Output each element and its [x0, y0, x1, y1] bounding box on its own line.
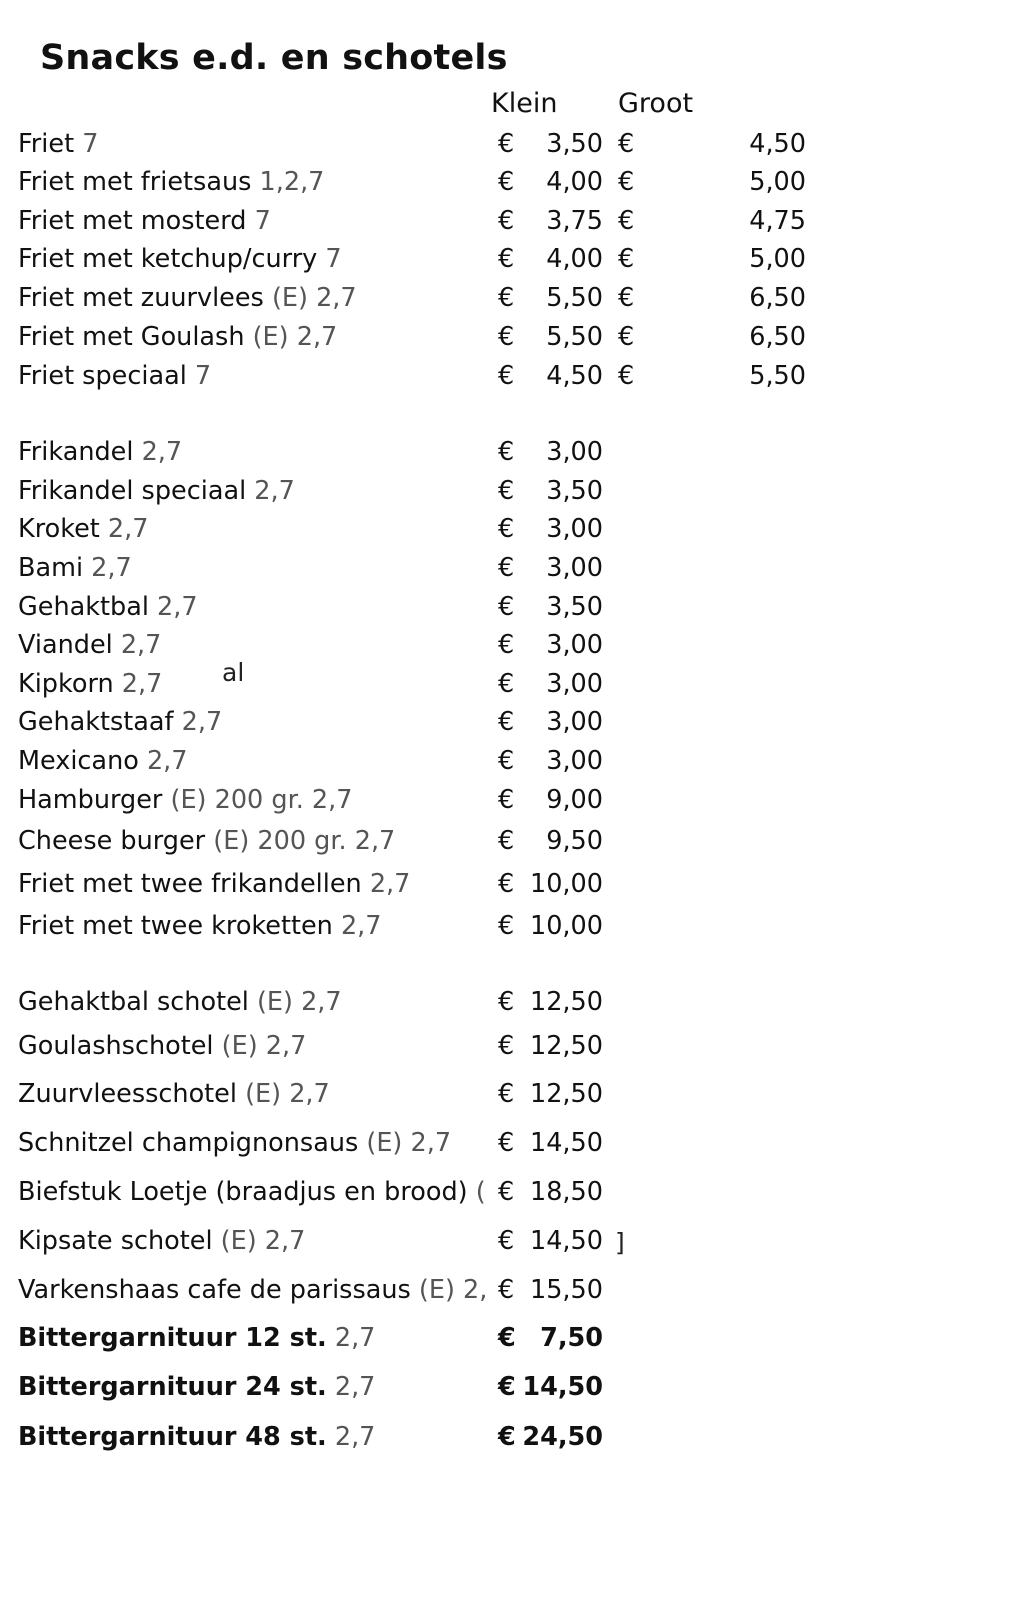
- menu-item-label: [18, 204, 271, 238]
- menu-item-allergens: (E) 2,7: [221, 1031, 307, 1061]
- menu-item-label: [18, 512, 148, 546]
- menu-item-allergens: (E) 2,7: [366, 1128, 452, 1158]
- currency-symbol: €: [498, 361, 515, 391]
- price-klein: 3,50: [546, 129, 603, 159]
- currency-symbol: €: [498, 869, 515, 899]
- menu-item-allergens: (E) 2,7: [245, 1079, 330, 1109]
- menu-item-label: [18, 1077, 330, 1111]
- menu-item-label: [18, 1273, 487, 1307]
- menu-item-label: [18, 242, 342, 276]
- price-klein: 3,00: [546, 514, 603, 544]
- price-klein: 3,00: [546, 437, 603, 467]
- currency-symbol: €: [498, 283, 515, 313]
- menu-item-name: Friet met mosterd: [18, 206, 247, 236]
- menu-item-name: Bittergarnituur 12 st.: [18, 1323, 327, 1353]
- menu-item-allergens: 2,7: [141, 437, 183, 467]
- menu-item-allergens: (E) 2,7: [271, 283, 357, 313]
- currency-symbol: €: [618, 167, 635, 197]
- menu-item-label: [18, 320, 337, 354]
- price-klein: 9,50: [546, 826, 603, 856]
- menu-item-name: Frikandel speciaal: [18, 476, 247, 506]
- stray-bracket: ]: [615, 1228, 625, 1257]
- menu-item-name: Bami: [18, 553, 84, 583]
- currency-symbol: €: [498, 322, 515, 352]
- menu-item-label: [18, 744, 188, 778]
- menu-item-name: Varkenshaas cafe de parissaus: [18, 1275, 411, 1305]
- price-klein: 10,00: [529, 911, 603, 941]
- currency-symbol: €: [498, 826, 515, 856]
- price-groot: 6,50: [749, 322, 806, 352]
- currency-symbol: €: [498, 553, 515, 583]
- price-klein: 12,50: [529, 987, 603, 1017]
- menu-item-label: [18, 783, 353, 817]
- menu-item-name: Friet met frietsaus: [18, 167, 252, 197]
- price-klein: 3,00: [546, 746, 603, 776]
- menu-item-allergens: (: [475, 1177, 486, 1207]
- currency-symbol: €: [498, 987, 515, 1017]
- menu-item-label: [18, 435, 182, 469]
- menu-item-allergens: 2,7: [334, 1372, 376, 1402]
- currency-symbol: €: [498, 669, 515, 699]
- menu-item-name: Cheese burger: [18, 826, 206, 856]
- currency-symbol: €: [498, 514, 515, 544]
- menu-item-name: Kroket: [18, 514, 100, 544]
- menu-item-allergens: 2,7: [334, 1422, 376, 1452]
- menu-item-allergens: 2,7: [121, 669, 163, 699]
- currency-symbol: €: [618, 129, 635, 159]
- menu-item-name: Goulashschotel: [18, 1031, 214, 1061]
- menu-item-allergens: (E) 200 gr. 2,7: [213, 826, 396, 856]
- menu-item-allergens: 1,2,7: [259, 167, 325, 197]
- menu-item-name: Kipsate schotel: [18, 1226, 213, 1256]
- menu-item-allergens: 2,7: [340, 911, 382, 941]
- menu-item-allergens: 2,7: [107, 514, 149, 544]
- price-klein: 5,50: [546, 283, 603, 313]
- price-klein: 3,75: [546, 206, 603, 236]
- menu-item-label: [18, 1420, 375, 1454]
- price-groot: 5,00: [749, 167, 806, 197]
- currency-symbol: €: [498, 206, 515, 236]
- menu-item-label: [18, 824, 395, 858]
- menu-item-label: [18, 705, 222, 739]
- menu-item-allergens: (E) 200 gr. 2,7: [170, 785, 353, 815]
- price-klein: 3,00: [546, 669, 603, 699]
- menu-item-name: Friet: [18, 129, 75, 159]
- currency-symbol: €: [618, 283, 635, 313]
- price-klein: 4,00: [546, 167, 603, 197]
- menu-item-label: [18, 1029, 306, 1063]
- menu-item-allergens: (E) 2,7: [252, 322, 338, 352]
- menu-item-label: [18, 474, 295, 508]
- price-klein: 3,50: [546, 592, 603, 622]
- menu-item-allergens: (E) 2,7: [220, 1226, 306, 1256]
- price-klein: 14,50: [522, 1372, 603, 1402]
- price-klein: 12,50: [529, 1031, 603, 1061]
- currency-symbol: €: [498, 785, 515, 815]
- menu-item-name: Friet met zuurvlees: [18, 283, 264, 313]
- currency-symbol: €: [498, 746, 515, 776]
- price-groot: 5,50: [749, 361, 806, 391]
- price-klein: 4,00: [546, 244, 603, 274]
- menu-item-label: [18, 1126, 451, 1160]
- menu-item-label: [18, 909, 382, 943]
- currency-symbol: €: [498, 167, 515, 197]
- currency-symbol: €: [498, 1128, 515, 1158]
- currency-symbol: €: [498, 1422, 516, 1452]
- currency-symbol: €: [498, 437, 515, 467]
- currency-symbol: €: [498, 707, 515, 737]
- menu-item-label: [18, 1321, 375, 1355]
- menu-item-name: Friet speciaal: [18, 361, 187, 391]
- menu-item-label: [18, 985, 342, 1019]
- price-klein: 10,00: [529, 869, 603, 899]
- price-klein: 15,50: [529, 1275, 603, 1305]
- menu-item-label: [18, 359, 211, 393]
- currency-symbol: €: [498, 630, 515, 660]
- menu-item-allergens: 2,7: [120, 630, 162, 660]
- menu-item-label: [18, 281, 357, 315]
- price-klein: 18,50: [529, 1177, 603, 1207]
- currency-symbol: €: [618, 322, 635, 352]
- stray-text-al: al: [222, 658, 245, 687]
- currency-symbol: €: [618, 206, 635, 236]
- header-groot: Groot: [618, 88, 694, 119]
- currency-symbol: €: [498, 911, 515, 941]
- menu-item-name: Bittergarnituur 24 st.: [18, 1372, 327, 1402]
- price-klein: 14,50: [529, 1226, 603, 1256]
- price-groot: 4,50: [749, 129, 806, 159]
- menu-item-allergens: (E) 2,: [418, 1275, 488, 1305]
- price-klein: 14,50: [529, 1128, 603, 1158]
- menu-item-label: [18, 628, 161, 662]
- currency-symbol: €: [498, 1177, 515, 1207]
- menu-item-label: [18, 127, 98, 161]
- currency-symbol: €: [498, 592, 515, 622]
- currency-symbol: €: [498, 1323, 516, 1353]
- menu-item-label: [18, 1370, 375, 1404]
- page-title: Snacks e.d. en schotels: [40, 38, 508, 78]
- menu-item-allergens: 2,7: [369, 869, 411, 899]
- price-klein: 3,00: [546, 707, 603, 737]
- menu-item-name: Schnitzel champignonsaus: [18, 1128, 359, 1158]
- menu-item-name: Hamburger: [18, 785, 163, 815]
- menu-item-allergens: 2,7: [181, 707, 223, 737]
- header-klein: Klein: [491, 88, 558, 119]
- menu-item-allergens: 2,7: [254, 476, 295, 506]
- price-groot: 4,75: [749, 206, 806, 236]
- price-klein: 5,50: [546, 322, 603, 352]
- menu-item-name: Gehaktstaaf: [18, 707, 174, 737]
- price-klein: 24,50: [522, 1422, 603, 1452]
- menu-item-allergens: 2,7: [334, 1323, 376, 1353]
- price-klein: 4,50: [546, 361, 603, 391]
- menu-item-allergens: 2,7: [91, 553, 132, 583]
- menu-item-name: Kipkorn: [18, 669, 114, 699]
- currency-symbol: €: [498, 1031, 515, 1061]
- price-groot: 5,00: [749, 244, 806, 274]
- menu-item-allergens: 7: [254, 206, 271, 236]
- menu-item-label: [18, 867, 410, 901]
- price-klein: 3,50: [546, 476, 603, 506]
- menu-item-name: Gehaktbal: [18, 592, 149, 622]
- menu-item-allergens: 2,7: [157, 592, 198, 622]
- menu-item-name: Viandel: [18, 630, 113, 660]
- menu-item-name: Friet met ketchup/curry: [18, 244, 318, 274]
- price-klein: 3,00: [546, 630, 603, 660]
- menu-item-label: [18, 165, 324, 199]
- price-klein: 12,50: [529, 1079, 603, 1109]
- menu-item-allergens: 7: [325, 244, 342, 274]
- menu-item-name: Mexicano: [18, 746, 139, 776]
- menu-item-name: Zuurvleesschotel: [18, 1079, 237, 1109]
- currency-symbol: €: [498, 476, 515, 506]
- menu-item-label: [18, 667, 162, 701]
- price-klein: 3,00: [546, 553, 603, 583]
- menu-item-name: Friet met twee frikandellen: [18, 869, 362, 899]
- menu-item-name: Bittergarnituur 48 st.: [18, 1422, 327, 1452]
- currency-symbol: €: [498, 1275, 515, 1305]
- menu-item-allergens: (E) 2,7: [256, 987, 342, 1017]
- menu-item-allergens: 7: [194, 361, 212, 391]
- price-groot: 6,50: [749, 283, 806, 313]
- menu-item-name: Frikandel: [18, 437, 134, 467]
- currency-symbol: €: [618, 361, 635, 391]
- currency-symbol: €: [498, 244, 515, 274]
- menu-item-name: Gehaktbal schotel: [18, 987, 249, 1017]
- menu-item-allergens: 7: [82, 129, 99, 159]
- menu-item-name: Friet met Goulash: [18, 322, 245, 352]
- menu-item-name: Biefstuk Loetje (braadjus en brood): [18, 1177, 468, 1207]
- menu-item-name: Friet met twee kroketten: [18, 911, 333, 941]
- currency-symbol: €: [498, 1372, 516, 1402]
- menu-item-label: [18, 1175, 486, 1209]
- currency-symbol: €: [498, 1079, 515, 1109]
- price-klein: 7,50: [540, 1323, 603, 1353]
- menu-item-label: [18, 551, 132, 585]
- menu-item-label: [18, 590, 198, 624]
- price-klein: 9,00: [546, 785, 603, 815]
- currency-symbol: €: [498, 1226, 515, 1256]
- menu-item-allergens: 2,7: [146, 746, 188, 776]
- currency-symbol: €: [618, 244, 635, 274]
- currency-symbol: €: [498, 129, 515, 159]
- menu-item-label: [18, 1224, 305, 1258]
